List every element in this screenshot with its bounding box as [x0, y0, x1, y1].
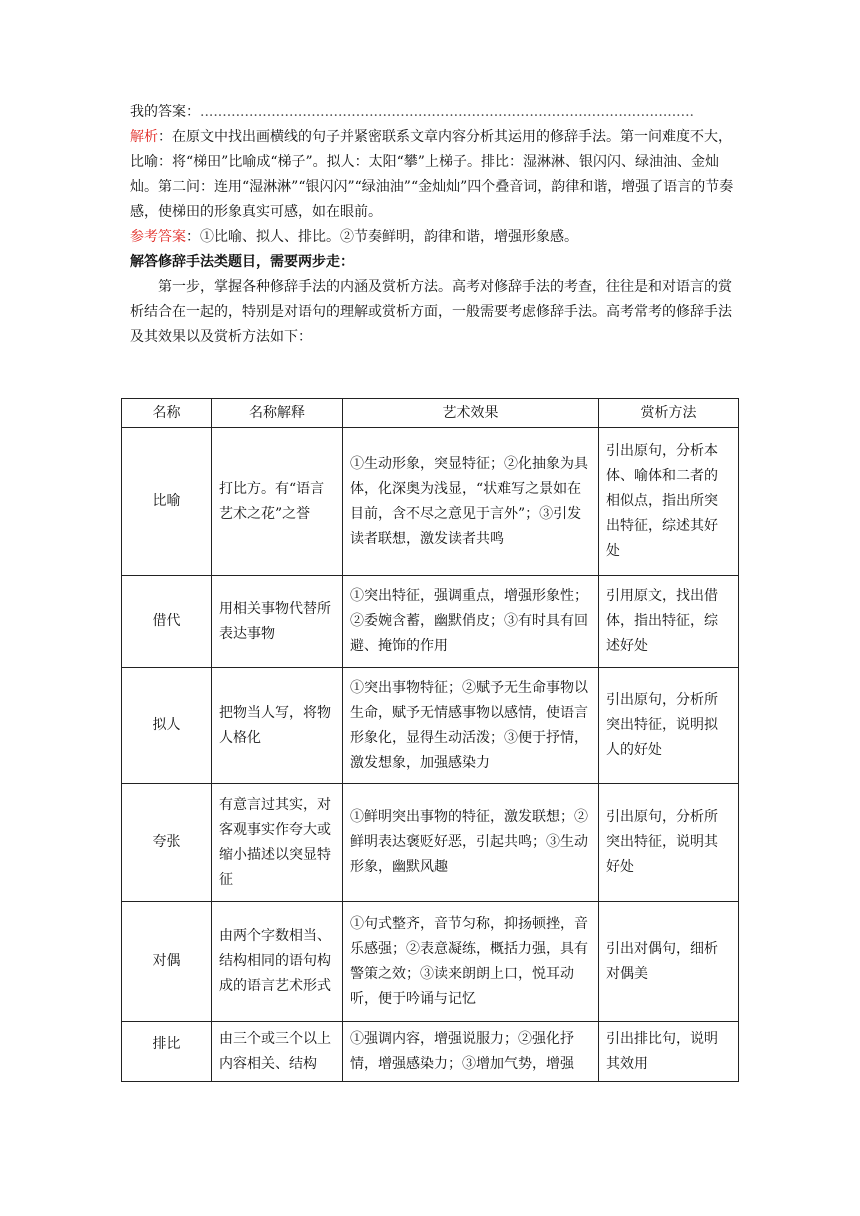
row-method: 引出对偶句，细析对偶美 — [599, 902, 739, 1022]
row-method: 引出排比句，说明其效用 — [599, 1022, 739, 1082]
row-explain: 用相关事物代替所表达事物 — [212, 576, 343, 668]
row-name: 拟人 — [122, 668, 212, 784]
row-method: 引出原句，分析所突出特征，说明拟人的好处 — [599, 668, 739, 784]
row-effect: ①句式整齐，音节匀称，抑扬顿挫，音乐感强；②表意凝练，概括力强，具有警策之效；③读来朗朗上口，悦耳动听，便于吟诵与记忆 — [343, 902, 599, 1022]
table-row — [122, 428, 739, 576]
reference-answer-paragraph — [130, 225, 740, 250]
table-row — [122, 668, 739, 784]
row-explain: 把物当人写，将物人格化 — [212, 668, 343, 784]
header-name: 名称 — [122, 399, 212, 428]
table-row — [122, 576, 739, 668]
reference-answer-text: ：①比喻、拟人、排比。②节奏鲜明，韵律和谐，增强形象感。 — [186, 229, 578, 245]
row-effect: ①强调内容，增强说服力；②强化抒情，增强感染力；③增加气势，增强 — [343, 1022, 599, 1082]
row-explain: 打比方。有“语言艺术之花”之誉 — [212, 428, 343, 576]
method-heading: 解答修辞手法类题目，需要两步走： — [130, 254, 354, 270]
row-method: 引出原句，分析所突出特征，说明其好处 — [599, 784, 739, 902]
header-method: 赏析方法 — [599, 399, 739, 428]
step-one-paragraph: 第一步，掌握各种修辞手法的内涵及赏析方法。高考对修辞手法的考查，往往是和对语言的赏析结合在一起的，特别是对语句的理解或赏析方面，一般需要考虑修辞手法。高考常考的修辞手法及其效果以及赏析方法如下： — [130, 279, 732, 345]
table-header-row — [122, 399, 739, 428]
row-method: 引出原句，分析本体、喻体和二者的相似点，指出所突出特征，综述其好处 — [599, 428, 739, 576]
row-name: 对偶 — [122, 902, 212, 1022]
row-effect: ①突出事物特征；②赋予无生命事物以生命，赋予无情感事物以感情，使语言形象化，显得生动活泼；③便于抒情，激发想象，加强感染力 — [343, 668, 599, 784]
header-effect: 艺术效果 — [343, 399, 599, 428]
table-row — [122, 784, 739, 902]
analysis-label: 解析 — [130, 129, 158, 145]
row-name: 夸张 — [122, 784, 212, 902]
row-name: 比喻 — [122, 428, 212, 576]
my-answer-label: 我的答案： — [130, 104, 200, 120]
rhetoric-table — [121, 398, 739, 1082]
row-effect: ①突出特征，强调重点，增强形象性；②委婉含蓄，幽默俏皮；③有时具有回避、掩饰的作用 — [343, 576, 599, 668]
my-answer-blank: ............................................................................................................... — [200, 104, 694, 120]
reference-answer-label: 参考答案 — [130, 229, 186, 245]
my-answer-line — [130, 100, 740, 125]
header-explain: 名称解释 — [212, 399, 343, 428]
row-explain: 由两个字数相当、结构相同的语句构成的语言艺术形式 — [212, 902, 343, 1022]
analysis-text: ：在原文中找出画横线的句子并紧密联系文章内容分析其运用的修辞手法。第一问难度不大，比喻：将“梯田”比喻成“梯子”。拟人：太阳“攀”上梯子。排比：湿淋淋、银闪闪、绿油油、金灿灿。第二问：连用“湿淋淋”“银闪闪”“绿油油”“金灿灿”四个叠音词，韵律和谐，增强了语言的节奏感，使梯田的形象真实可感，如在眼前。 — [130, 129, 734, 220]
row-name: 排比 — [122, 1022, 212, 1082]
row-name: 借代 — [122, 576, 212, 668]
row-explain: 有意言过其实，对客观事实作夸大或缩小描述以突显特征 — [212, 784, 343, 902]
row-explain: 由三个或三个以上内容相关、结构 — [212, 1022, 343, 1082]
row-effect: ①鲜明突出事物的特征，激发联想；②鲜明表达褒贬好恶，引起共鸣；③生动形象，幽默风趣 — [343, 784, 599, 902]
table-row — [122, 1022, 739, 1082]
row-method: 引用原文，找出借体，指出特征，综述好处 — [599, 576, 739, 668]
document-body — [130, 100, 740, 350]
row-effect: ①生动形象，突显特征；②化抽象为具体，化深奥为浅显，“状难写之景如在目前，含不尽之意见于言外”；③引发读者联想，激发读者共鸣 — [343, 428, 599, 576]
table-row — [122, 902, 739, 1022]
analysis-paragraph — [130, 125, 740, 225]
